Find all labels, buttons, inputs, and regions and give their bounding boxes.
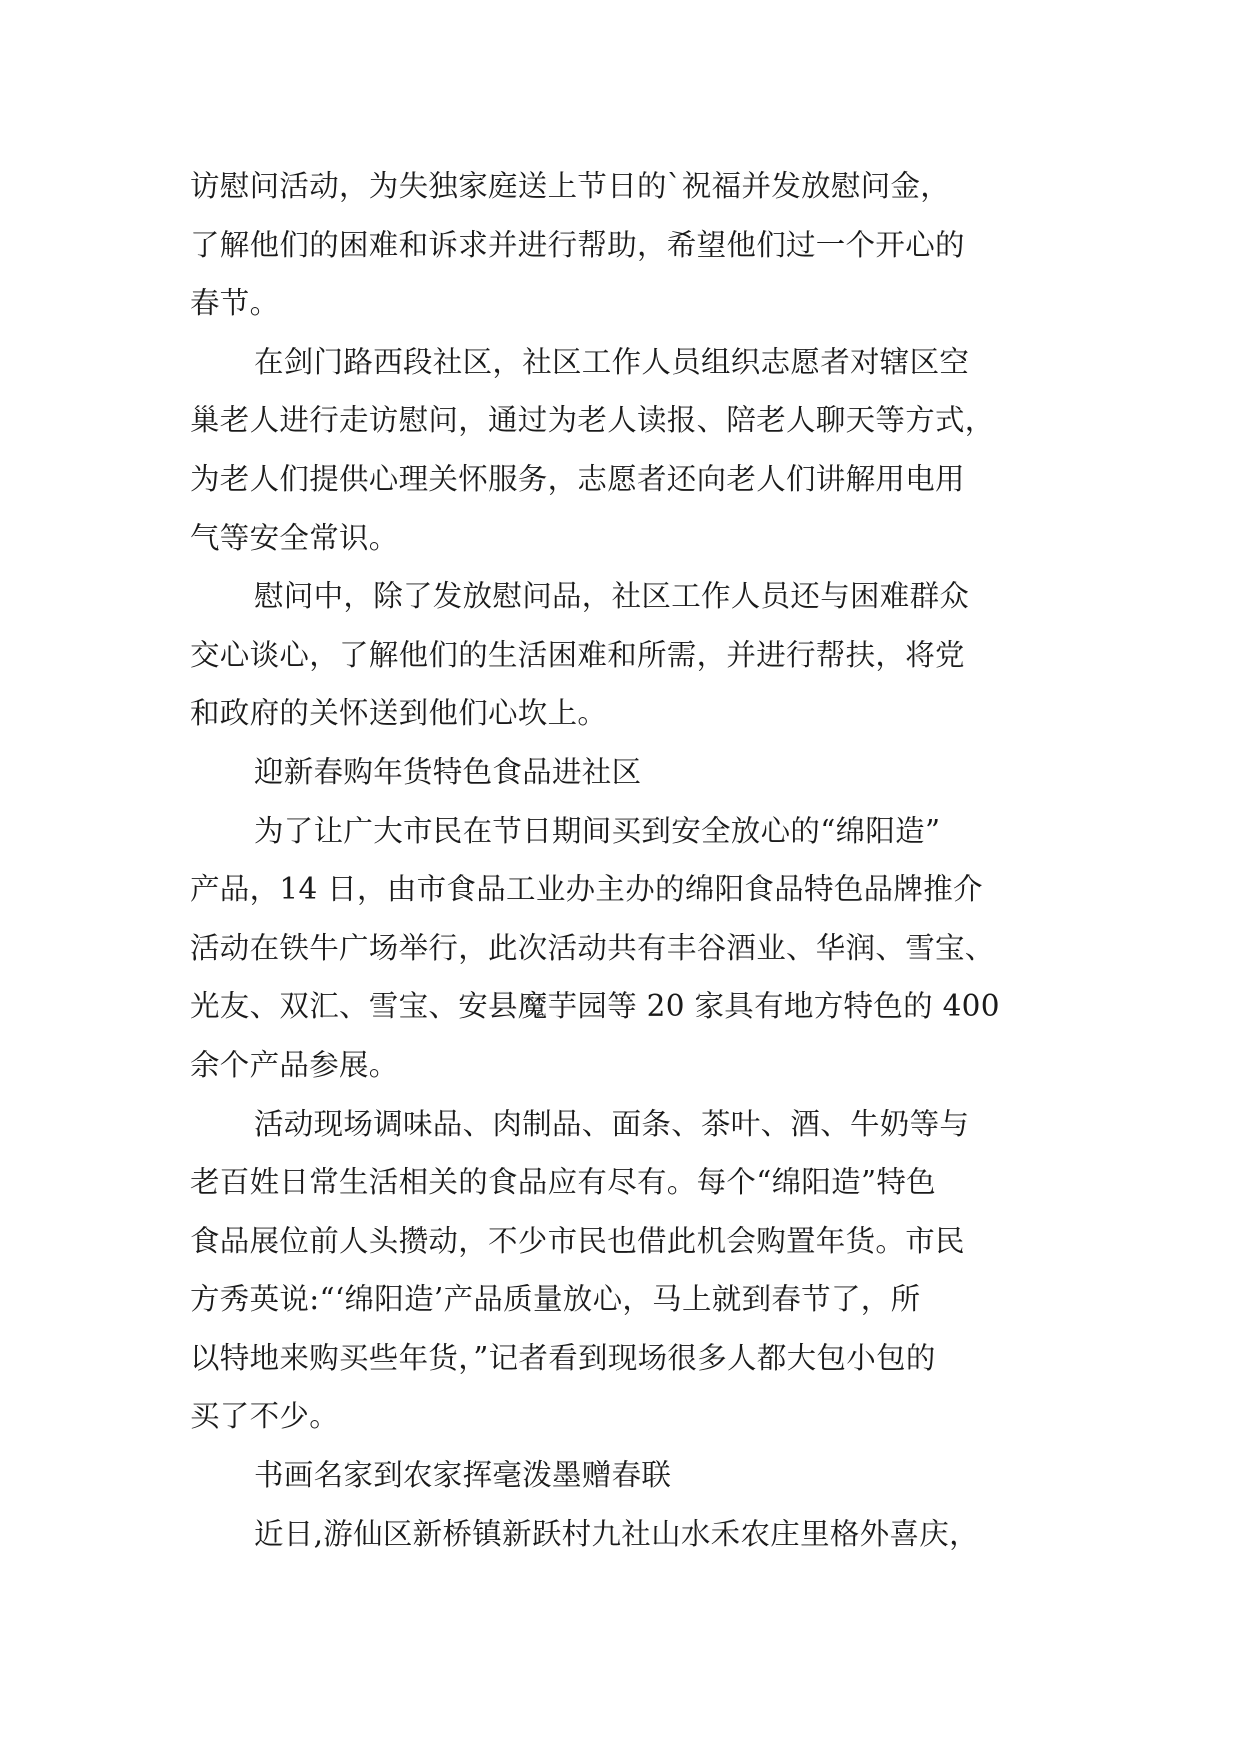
- text-line: 活动在铁牛广场举行，此次活动共有丰谷酒业、华润、雪宝、: [190, 930, 995, 965]
- text-line: 食品展位前人头攒动，不少市民也借此机会购置年货。市民: [190, 1223, 965, 1258]
- text-line: 方秀英说:“‘绵阳造’产品质量放心，马上就到春节了，所: [190, 1282, 921, 1317]
- text-line: 活动现场调味品、肉制品、面条、茶叶、酒、牛奶等与: [254, 1106, 970, 1141]
- text-line: 为了让广大市民在节日期间买到安全放心的“绵阳造”: [254, 813, 941, 848]
- text-line: 和政府的关怀送到他们心坎上。: [190, 696, 608, 731]
- section-heading: 书画名家到农家挥毫泼墨赠春联: [254, 1458, 672, 1493]
- text-line: 近日,游仙区新桥镇新跃村九社山水禾农庄里格外喜庆，: [254, 1516, 979, 1551]
- text-line: 了解他们的困难和诉求并进行帮助，希望他们过一个开心的: [190, 227, 965, 262]
- text-line: 为老人们提供心理关怀服务，志愿者还向老人们讲解用电用: [190, 461, 965, 496]
- text-line: 以特地来购买些年货，”记者看到现场很多人都大包小包的: [190, 1340, 936, 1375]
- text-line: 产品，14 日，由市食品工业办主办的绵阳食品特色品牌推介: [190, 872, 983, 907]
- text-line: 访慰问活动，为失独家庭送上节日的`祝福并发放慰问金，: [190, 169, 951, 203]
- text-line: 巢老人进行走访慰问，通过为老人读报、陪老人聊天等方式，: [190, 403, 995, 438]
- text-line: 在剑门路西段社区，社区工作人员组织志愿者对辖区空: [254, 344, 970, 379]
- text-line: 春节。: [190, 286, 280, 321]
- text-line: 气等安全常识。: [190, 520, 399, 555]
- text-line: 买了不少。: [190, 1399, 340, 1434]
- document-body: [190, 157, 1070, 1563]
- text-line: 慰问中，除了发放慰问品，社区工作人员还与困难群众: [254, 579, 970, 614]
- text-line: 余个产品参展。: [190, 1047, 399, 1082]
- section-heading: 迎新春购年货特色食品进社区: [254, 754, 642, 789]
- text-line: 光友、双汇、雪宝、安县魔芋园等 20 家具有地方特色的 400: [190, 989, 1000, 1024]
- text-line: 老百姓日常生活相关的食品应有尽有。每个“绵阳造”特色: [190, 1165, 936, 1200]
- text-line: 交心谈心，了解他们的生活困难和所需，并进行帮扶，将党: [190, 637, 965, 672]
